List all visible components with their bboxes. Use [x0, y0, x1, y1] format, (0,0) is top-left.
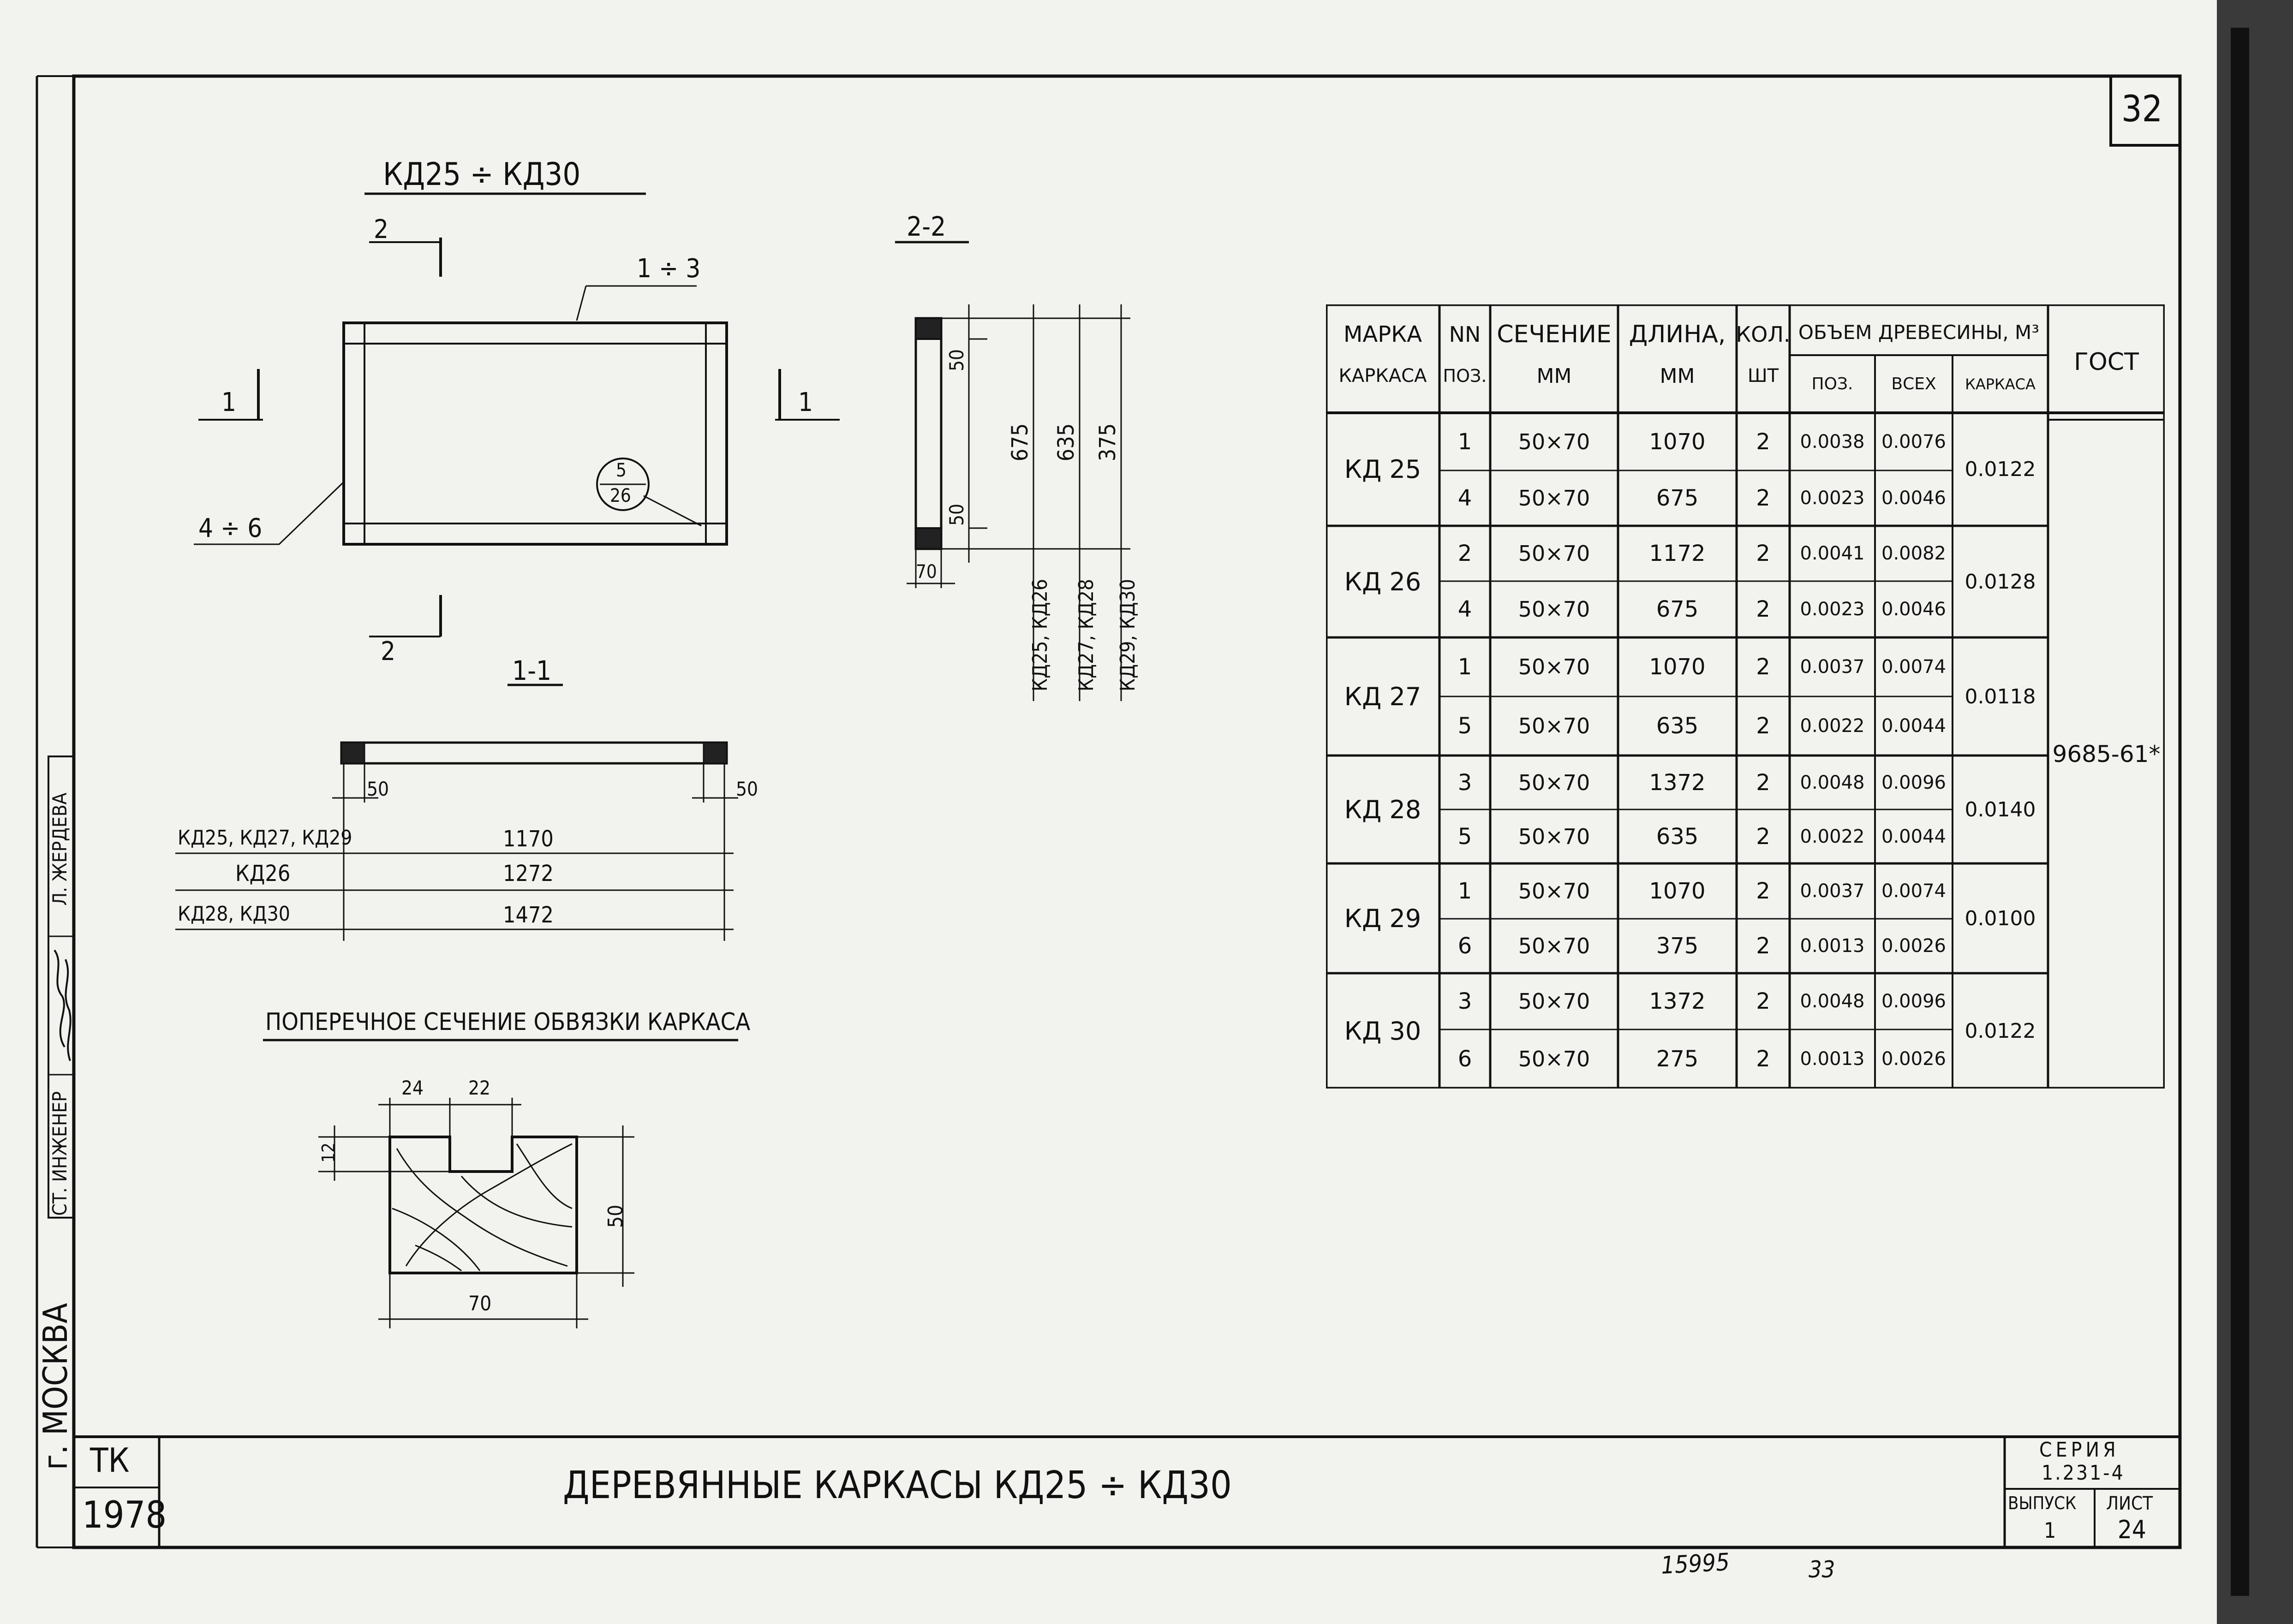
row-length: 675 — [1656, 596, 1699, 622]
row-qty: 2 — [1756, 713, 1770, 739]
org-code: ТК — [90, 1441, 130, 1480]
series-value: 1.231-4 — [2042, 1461, 2125, 1485]
header-qty-line1: КОЛ. — [1736, 322, 1791, 347]
row-vol-all: 0.0096 — [1881, 991, 1946, 1012]
sheet-label: ЛИСТ — [2106, 1493, 2153, 1514]
row-pos: 1 — [1457, 654, 1472, 680]
row-qty: 2 — [1756, 823, 1770, 850]
header-qty-line2: ШТ — [1747, 365, 1779, 387]
row-pos: 5 — [1457, 713, 1472, 739]
row-vol-pos: 0.0038 — [1800, 431, 1865, 452]
row-vol-pos: 0.0023 — [1800, 488, 1865, 509]
row-section: 50×70 — [1518, 1047, 1590, 1071]
header-section-line1: СЕЧЕНИЕ — [1497, 321, 1612, 348]
row-pos: 6 — [1457, 933, 1472, 959]
marks-row-1: КД25, КД27, КД29 — [178, 826, 352, 850]
row-length: 675 — [1656, 485, 1699, 511]
row-length: 1070 — [1649, 654, 1706, 680]
signature-scribble — [54, 950, 65, 1047]
section-1-1-title: 1-1 — [512, 655, 552, 686]
row-qty: 2 — [1756, 485, 1770, 511]
row-pos: 6 — [1457, 1046, 1472, 1072]
row-vol-pos: 0.0022 — [1800, 715, 1865, 737]
spec-table — [1326, 304, 2165, 1089]
dim-2-2-bottom: 50 — [945, 503, 968, 526]
row-qty: 2 — [1756, 769, 1770, 796]
header-mark-line2: КАРКАСА — [1338, 365, 1427, 387]
dim-70: 70 — [468, 1292, 492, 1315]
group-frame-volume: 0.0100 — [1965, 906, 2036, 930]
header-mark-line1: МАРКА — [1343, 321, 1422, 347]
year: 1978 — [82, 1493, 167, 1536]
row-pos: 3 — [1457, 769, 1472, 796]
group-frame-volume: 0.0122 — [1965, 1019, 2036, 1043]
scan-edge-shadow-dark — [2231, 28, 2249, 1596]
row-section: 50×70 — [1518, 541, 1590, 566]
label-positions-4-6: 4 ÷ 6 — [198, 513, 263, 543]
dim-50: 50 — [604, 1204, 628, 1228]
row-vol-all: 0.0076 — [1881, 431, 1946, 452]
group-mark: КД 26 — [1344, 567, 1421, 596]
dim-2-2-top: 50 — [945, 349, 968, 372]
row-section: 50×70 — [1518, 429, 1590, 454]
issue-value: 1 — [2044, 1518, 2056, 1543]
role-label: СТ. ИНЖЕНЕР — [48, 1091, 71, 1216]
drawing-title: ДЕРЕВЯННЫЕ КАРКАСЫ КД25 ÷ КД30 — [563, 1463, 1232, 1507]
row-vol-pos: 0.0037 — [1800, 656, 1865, 678]
scan-edge-shadow — [2217, 0, 2293, 1624]
row-section: 50×70 — [1518, 714, 1590, 738]
row-pos: 4 — [1457, 596, 1472, 622]
height-col-1: 675 — [1007, 423, 1033, 462]
page-note: 33 — [1809, 1556, 1835, 1583]
plan-view-title: КД25 ÷ КД30 — [383, 156, 581, 193]
row-pos: 1 — [1457, 878, 1472, 904]
marks-row-2: КД26 — [235, 861, 291, 886]
row-vol-all: 0.0082 — [1881, 543, 1946, 564]
signature-scribble — [66, 959, 71, 1061]
series-label: СЕРИЯ — [2039, 1438, 2120, 1462]
header-length-line1: ДЛИНА, — [1629, 321, 1726, 348]
row-vol-all: 0.0074 — [1881, 656, 1946, 678]
group-mark: КД 30 — [1344, 1016, 1421, 1046]
group-frame-volume: 0.0118 — [1965, 684, 2036, 708]
height-col-3: 375 — [1095, 423, 1121, 462]
row-section: 50×70 — [1518, 989, 1590, 1014]
dim-22: 22 — [468, 1077, 491, 1099]
row-vol-pos: 0.0013 — [1800, 935, 1865, 957]
row-pos: 1 — [1457, 428, 1472, 455]
height-col-2: 635 — [1053, 423, 1080, 462]
cross-section-title: ПОПЕРЕЧНОЕ СЕЧЕНИЕ ОБВЯЗКИ КАРКАСА — [265, 1008, 751, 1036]
row-section: 50×70 — [1518, 770, 1590, 795]
row-vol-all: 0.0046 — [1881, 599, 1946, 620]
row-vol-pos: 0.0022 — [1800, 826, 1865, 847]
group-frame-volume: 0.0128 — [1965, 570, 2036, 594]
sheet-value: 24 — [2118, 1515, 2146, 1544]
row-length: 275 — [1656, 1046, 1699, 1072]
sheet-number: 32 — [2121, 89, 2163, 130]
cross-section-drawing — [263, 1040, 738, 1328]
section-2-2-title: 2-2 — [907, 211, 946, 242]
marks-col-2: КД27, КД28 — [1075, 579, 1098, 691]
length-row-1: 1170 — [503, 826, 554, 852]
row-pos: 5 — [1457, 823, 1472, 850]
group-mark: КД 27 — [1344, 682, 1421, 711]
dim-24: 24 — [401, 1077, 424, 1099]
row-vol-all: 0.0074 — [1881, 880, 1946, 902]
marks-col-3: КД29, КД30 — [1116, 579, 1140, 691]
header-volume: ОБЪЕМ ДРЕВЕСИНЫ, М³ — [1798, 321, 2040, 344]
dim-2-2-width: 70 — [916, 561, 937, 583]
row-length: 1372 — [1649, 769, 1706, 796]
section-mark-1-right: 1 — [798, 387, 813, 417]
header-vol-frame: КАРКАСА — [1965, 375, 2036, 393]
header-vol-all: ВСЕХ — [1891, 375, 1936, 393]
label-positions-1-3: 1 ÷ 3 — [637, 254, 701, 284]
row-length: 1070 — [1649, 428, 1706, 455]
row-section: 50×70 — [1518, 486, 1590, 511]
length-row-2: 1272 — [503, 861, 554, 886]
row-length: 375 — [1656, 933, 1699, 959]
person-name: Л. ЖЕРДЕВА — [48, 792, 71, 906]
row-section: 50×70 — [1518, 654, 1590, 679]
row-qty: 2 — [1756, 878, 1770, 904]
row-pos: 3 — [1457, 988, 1472, 1014]
row-qty: 2 — [1756, 1046, 1770, 1072]
row-vol-pos: 0.0041 — [1800, 543, 1865, 564]
row-pos: 2 — [1457, 541, 1472, 566]
row-vol-all: 0.0046 — [1881, 488, 1946, 509]
section-mark-1-left: 1 — [221, 387, 237, 417]
header-pos-line2: ПОЗ. — [1443, 366, 1487, 386]
row-vol-pos: 0.0013 — [1800, 1048, 1865, 1070]
section-mark-2-top: 2 — [374, 214, 389, 244]
row-qty: 2 — [1756, 933, 1770, 959]
row-vol-pos: 0.0048 — [1800, 991, 1865, 1012]
city-label: г. МОСКВА — [36, 1303, 75, 1470]
row-length: 1070 — [1649, 878, 1706, 904]
row-pos: 4 — [1457, 485, 1472, 511]
row-vol-all: 0.0044 — [1881, 715, 1946, 737]
row-vol-all: 0.0026 — [1881, 1048, 1946, 1070]
row-qty: 2 — [1756, 428, 1770, 455]
dim-1-1-left: 50 — [367, 778, 389, 800]
row-section: 50×70 — [1518, 824, 1590, 849]
row-qty: 2 — [1756, 596, 1770, 622]
group-mark: КД 29 — [1344, 904, 1421, 933]
row-section: 50×70 — [1518, 597, 1590, 622]
row-vol-all: 0.0096 — [1881, 772, 1946, 793]
row-vol-all: 0.0026 — [1881, 935, 1946, 957]
row-vol-pos: 0.0048 — [1800, 772, 1865, 793]
row-section: 50×70 — [1518, 934, 1590, 958]
section-mark-2-bottom: 2 — [381, 637, 396, 666]
header-gost: ГОСТ — [2074, 348, 2139, 376]
callout-sheet: 26 — [610, 485, 631, 506]
row-length: 635 — [1656, 713, 1699, 739]
header-vol-pos: ПОЗ. — [1811, 375, 1853, 393]
gost-value: 9685-61* — [2052, 741, 2161, 767]
row-vol-all: 0.0044 — [1881, 826, 1946, 847]
plan-view — [194, 194, 840, 637]
dim-12: 12 — [318, 1142, 339, 1163]
group-mark: КД 25 — [1344, 455, 1421, 484]
row-length: 1172 — [1649, 541, 1706, 566]
row-length: 1372 — [1649, 988, 1706, 1014]
issue-label: ВЫПУСК — [2008, 1493, 2077, 1513]
marks-col-1: КД25, КД26 — [1028, 579, 1052, 691]
length-row-3: 1472 — [503, 902, 554, 928]
row-qty: 2 — [1756, 541, 1770, 566]
group-mark: КД 28 — [1344, 795, 1421, 824]
header-pos-line1: NN — [1449, 322, 1481, 347]
row-length: 635 — [1656, 823, 1699, 850]
row-vol-pos: 0.0023 — [1800, 599, 1865, 620]
marks-row-3: КД28, КД30 — [178, 902, 290, 926]
row-vol-pos: 0.0037 — [1800, 880, 1865, 902]
header-section-line2: ММ — [1536, 364, 1572, 388]
group-frame-volume: 0.0122 — [1965, 458, 2036, 481]
row-qty: 2 — [1756, 988, 1770, 1014]
row-section: 50×70 — [1518, 879, 1590, 904]
callout-position: 5 — [616, 460, 627, 481]
archive-number: 15995 — [1660, 1548, 1731, 1580]
dim-1-1-right: 50 — [736, 778, 758, 800]
group-frame-volume: 0.0140 — [1965, 797, 2036, 821]
row-qty: 2 — [1756, 654, 1770, 680]
header-length-line2: ММ — [1660, 364, 1695, 388]
